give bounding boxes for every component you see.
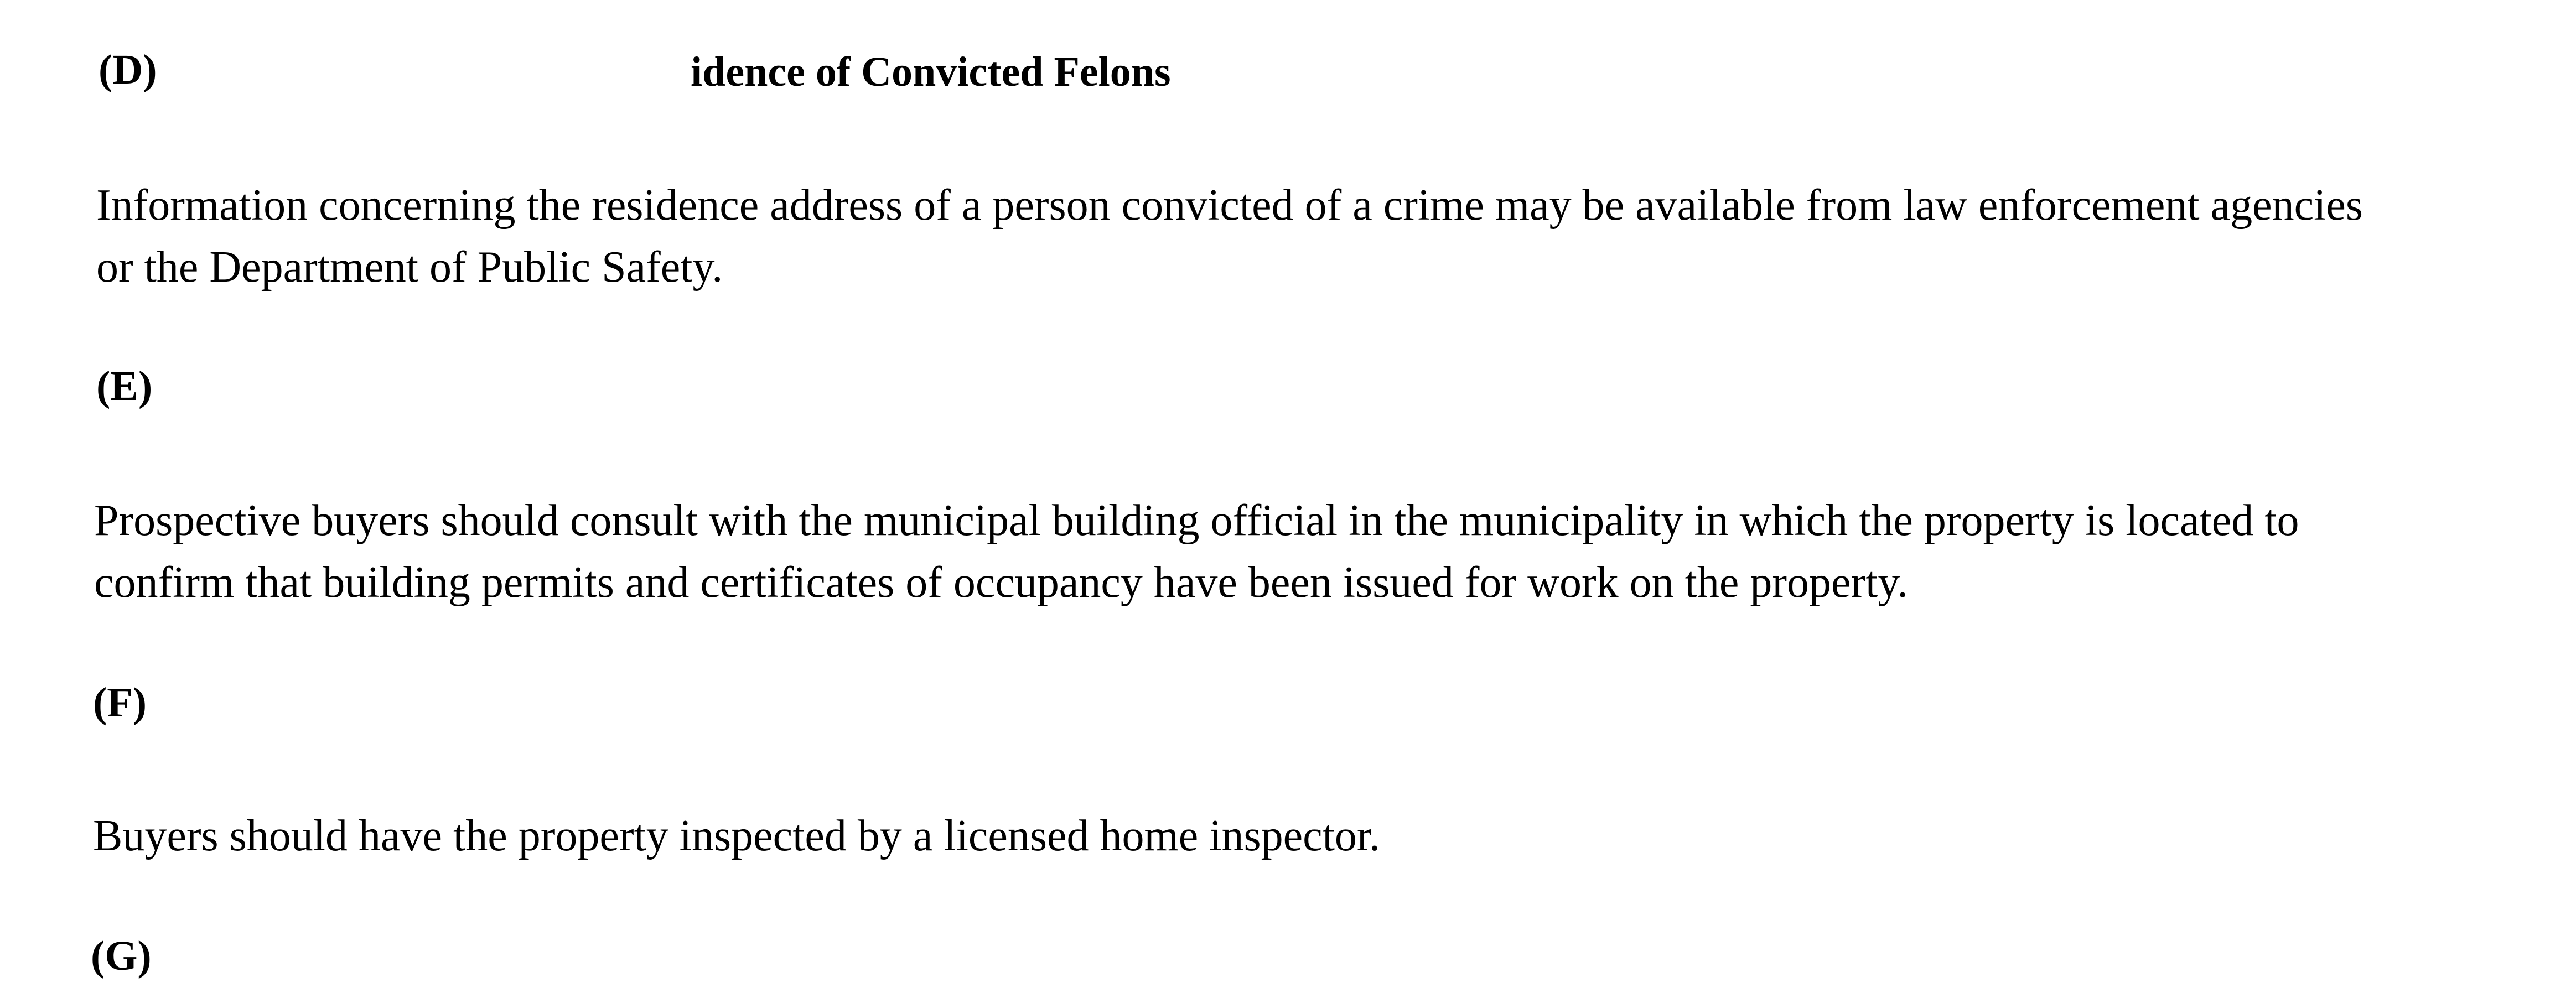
section-title-d: idence of Convicted Felons [691,49,1171,95]
paragraph-line: Prospective buyers should consult with the municipal building official in the municipality in which the property is located to [94,496,2299,545]
section-label-f: (F) [93,679,147,726]
paragraph-line: Information concerning the residence address of a person convicted of a crime may be available from law enforcement agencies [96,181,2363,230]
paragraph-line: or the Department of Public Safety. [96,243,723,292]
section-label-d: (D) [99,46,157,93]
paragraph-line: confirm that building permits and certificates of occupancy have been issued for work on the property. [94,558,1909,607]
section-paragraph-e [94,490,2299,614]
section-paragraph-d [96,174,2363,298]
section-label-g: (G) [91,933,152,979]
section-label-e: (E) [96,363,153,409]
section-paragraph-f [93,805,1380,867]
paragraph-line: Buyers should have the property inspected by a licensed home inspector. [93,812,1381,860]
